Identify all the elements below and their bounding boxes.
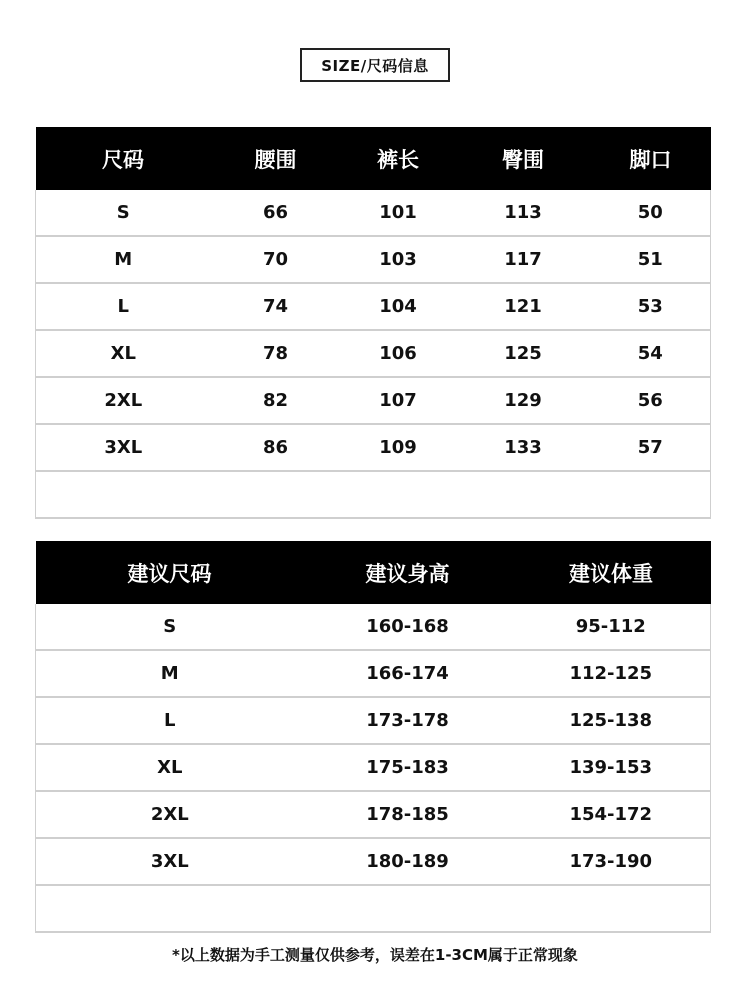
cell-waist: 66 [211,190,341,236]
table-header-row [36,127,711,190]
cell-hip: 125 [456,330,591,377]
table-row [36,283,711,330]
cell-leg-opening: 50 [591,190,711,236]
header-waist: 腰围 [211,127,341,190]
cell-size: 3XL [36,838,304,885]
cell-weight: 173-190 [512,838,711,885]
empty-table-row [36,885,711,932]
table-row [36,604,711,650]
table-row [36,377,711,424]
cell-waist: 74 [211,283,341,330]
cell-leg-opening: 53 [591,283,711,330]
cell-hip: 129 [456,377,591,424]
cell-size: 2XL [36,791,304,838]
table-row [36,236,711,283]
header-recommended-size: 建议尺码 [36,541,304,604]
cell-hip: 117 [456,236,591,283]
cell-pants-length: 101 [341,190,456,236]
cell-hip: 121 [456,283,591,330]
table-row [36,424,711,471]
table-row [36,791,711,838]
cell-pants-length: 104 [341,283,456,330]
cell-pants-length: 107 [341,377,456,424]
size-measurement-table [35,127,711,519]
cell-weight: 139-153 [512,744,711,791]
table-row [36,650,711,697]
header-recommended-height: 建议身高 [304,541,512,604]
cell-leg-opening: 56 [591,377,711,424]
cell-waist: 86 [211,424,341,471]
header-hip: 臀围 [456,127,591,190]
cell-waist: 78 [211,330,341,377]
cell-waist: 82 [211,377,341,424]
measurement-disclaimer: *以上数据为手工测量仅供参考，误差在1-3CM属于正常现象 [172,946,578,964]
cell-size: M [36,650,304,697]
cell-height: 175-183 [304,744,512,791]
cell-weight: 125-138 [512,697,711,744]
cell-size: 3XL [36,424,211,471]
cell-hip: 113 [456,190,591,236]
table-header-row [36,541,711,604]
cell-size: 2XL [36,377,211,424]
cell-leg-opening: 51 [591,236,711,283]
table-row [36,838,711,885]
cell-size: L [36,697,304,744]
cell-weight: 112-125 [512,650,711,697]
cell-weight: 95-112 [512,604,711,650]
header-leg-opening: 脚口 [591,127,711,190]
cell-weight: 154-172 [512,791,711,838]
cell-pants-length: 106 [341,330,456,377]
table-row [36,744,711,791]
cell-height: 173-178 [304,697,512,744]
cell-height: 178-185 [304,791,512,838]
cell-size: XL [36,330,211,377]
empty-table-row [36,471,711,518]
header-size: 尺码 [36,127,211,190]
cell-hip: 133 [456,424,591,471]
cell-pants-length: 103 [341,236,456,283]
cell-size: S [36,190,211,236]
cell-leg-opening: 54 [591,330,711,377]
header-recommended-weight: 建议体重 [512,541,711,604]
size-info-title: SIZE/尺码信息 [300,48,450,82]
cell-height: 166-174 [304,650,512,697]
cell-size: S [36,604,304,650]
table-row [36,190,711,236]
cell-height: 180-189 [304,838,512,885]
cell-pants-length: 109 [341,424,456,471]
cell-size: M [36,236,211,283]
cell-size: XL [36,744,304,791]
table-row [36,330,711,377]
header-pants-length: 裤长 [341,127,456,190]
cell-waist: 70 [211,236,341,283]
cell-size: L [36,283,211,330]
size-recommendation-table [35,541,711,933]
cell-leg-opening: 57 [591,424,711,471]
table-row [36,697,711,744]
cell-height: 160-168 [304,604,512,650]
